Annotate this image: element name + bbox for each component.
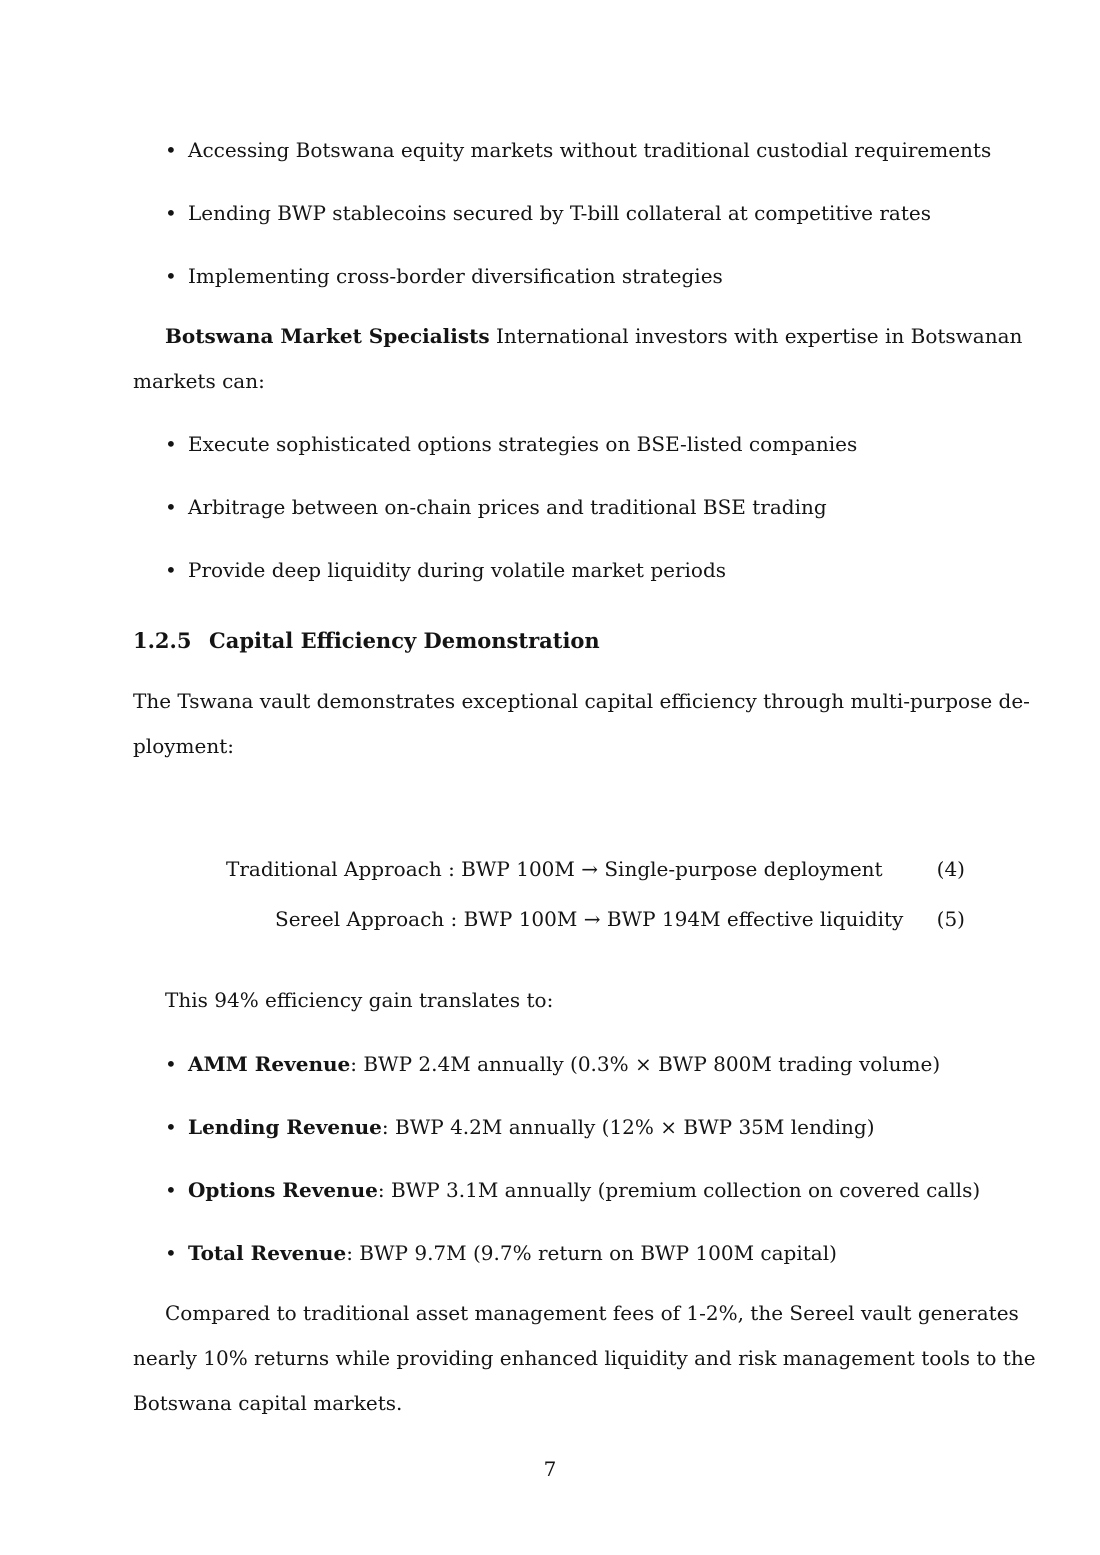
- bullet-icon: •: [165, 138, 177, 162]
- equation-4: Traditional Approach : BWP 100M → Single-purpose deployment: [226, 857, 883, 881]
- bullet-icon: •: [165, 558, 177, 582]
- intro-paragraph: The Tswana vault demonstrates exceptional capital efficiency through multi-purpose de- ployment:: [133, 689, 1030, 758]
- list-item: • Implementing cross-border diversification strategies: [165, 264, 723, 288]
- equation-5: Sereel Approach : BWP 100M → BWP 194M effective liquidity: [275, 907, 904, 931]
- bullet-icon: •: [165, 432, 177, 456]
- bullet-icon: •: [165, 1115, 177, 1139]
- specialists-paragraph: Botswana Market Specialists International investors with expertise in Botswanan markets can:: [133, 324, 1023, 393]
- gain-paragraph: This 94% efficiency gain translates to:: [165, 988, 554, 1012]
- list-item: • Provide deep liquidity during volatile market periods: [165, 558, 727, 582]
- bullet-list-access: [165, 136, 992, 325]
- bullet-list-specialists: [165, 430, 985, 619]
- equation-number-5: (5): [936, 907, 965, 931]
- list-item: • AMM Revenue: BWP 2.4M annually (0.3% × BWP 800M trading volume): [165, 1052, 941, 1076]
- section-heading: [133, 628, 600, 653]
- bullet-list-revenue: [165, 1050, 985, 1302]
- list-item: • Lending BWP stablecoins secured by T-bill collateral at competitive rates: [165, 201, 931, 225]
- conclusion-paragraph: Compared to traditional asset management fees of 1-2%, the Sereel vault generates nearly 10% returns while providing enhanced liquidity and risk management tools to the Botswana capital markets.: [133, 1301, 1036, 1415]
- list-item: • Accessing Botswana equity markets without traditional custodial requirements: [165, 138, 992, 162]
- list-item: • Execute sophisticated options strategies on BSE-listed companies: [165, 432, 858, 456]
- bullet-icon: •: [165, 495, 177, 519]
- list-item: • Total Revenue: BWP 9.7M (9.7% return on BWP 100M capital): [165, 1241, 837, 1265]
- list-item: • Arbitrage between on-chain prices and traditional BSE trading: [165, 495, 827, 519]
- bullet-icon: •: [165, 1241, 177, 1265]
- list-item: • Lending Revenue: BWP 4.2M annually (12% × BWP 35M lending): [165, 1115, 875, 1139]
- section-title: Capital Efficiency Demonstration: [209, 628, 600, 653]
- bullet-icon: •: [165, 264, 177, 288]
- section-number: 1.2.5: [133, 628, 192, 653]
- bullet-icon: •: [165, 201, 177, 225]
- bullet-icon: •: [165, 1052, 177, 1076]
- bullet-icon: •: [165, 1178, 177, 1202]
- equation-number-4: (4): [936, 857, 965, 881]
- run-in-heading: Botswana Market Specialists: [165, 324, 490, 348]
- page-number: 7: [543, 1457, 557, 1481]
- list-item: • Options Revenue: BWP 3.1M annually (premium collection on covered calls): [165, 1178, 981, 1202]
